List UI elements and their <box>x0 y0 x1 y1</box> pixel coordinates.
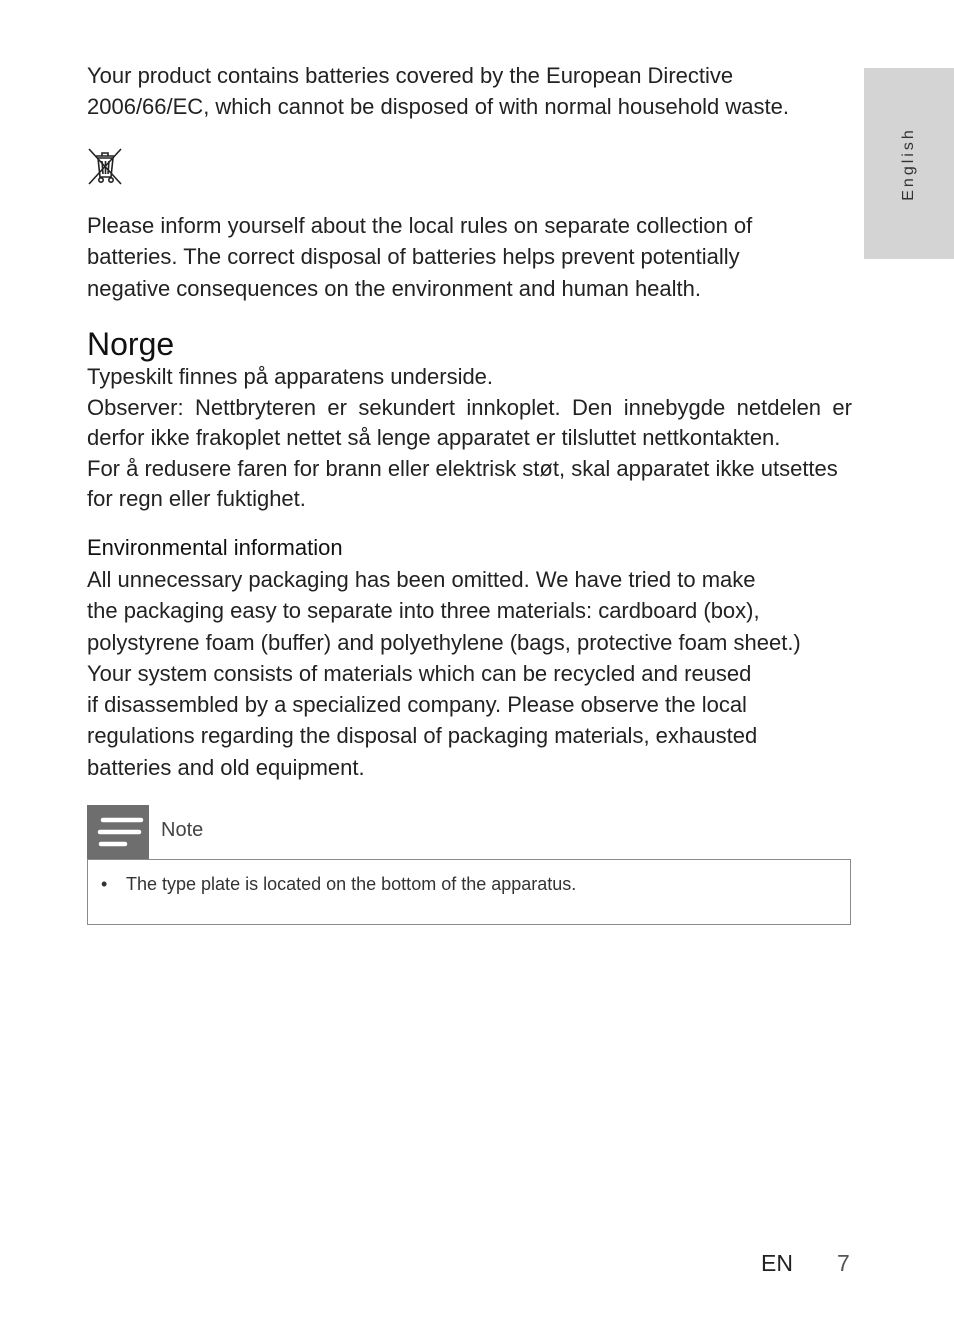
page-number: 7 <box>837 1250 850 1276</box>
paragraph-line: regulations regarding the disposal of packaging materials, exhausted <box>87 723 758 749</box>
paragraph-line: Your system consists of materials which can be recycled and reused <box>87 660 752 686</box>
note-item-text: The type plate is located on the bottom of the apparatus. <box>126 874 577 894</box>
paragraph-line: Please inform yourself about the local rules on separate collection of <box>87 213 753 238</box>
environmental-heading: Environmental information <box>87 535 343 560</box>
paragraph-line: batteries and old equipment. <box>87 754 365 780</box>
paragraph-line: if disassembled by a specialized company. Please observe the local <box>87 692 747 718</box>
note-list-item <box>101 874 576 895</box>
crossed-out-wheelie-bin-icon <box>86 146 124 186</box>
paragraph-line: Typeskilt finnes på apparatens underside. <box>87 364 494 389</box>
note-label: Note <box>161 819 204 841</box>
language-tab <box>864 68 954 259</box>
paragraph-line: 2006/66/EC, which cannot be disposed of with normal household waste. <box>87 94 789 120</box>
battery-rules-paragraph <box>87 210 852 304</box>
paragraph-line: All unnecessary packaging has been omitted. We have tried to make <box>87 567 756 592</box>
battery-directive-paragraph <box>87 60 852 123</box>
paragraph-line: negative consequences on the environment and human health. <box>87 275 701 301</box>
paragraph-line: batteries. The correct disposal of batteries helps prevent potentially <box>87 244 740 270</box>
paragraph-line: Observer: Nettbryteren er sekundert innkoplet. Den innebygde netdelen er <box>87 394 852 420</box>
paragraph-line: polystyrene foam (buffer) and polyethylene (bags, protective foam sheet.) <box>87 629 801 655</box>
environmental-paragraph <box>87 564 852 783</box>
paragraph-line: For å redusere faren for brann eller elektrisk støt, skal apparatet ikke utsettes <box>87 455 838 481</box>
footer-language-code: EN <box>761 1250 793 1276</box>
bullet: • <box>101 874 108 894</box>
paragraph-line: the packaging easy to separate into three materials: cardboard (box), <box>87 598 760 624</box>
norge-heading: Norge <box>87 326 175 362</box>
paragraph-line: derfor ikke frakoplet nettet så lenge apparatet er tilsluttet nettkontakten. <box>87 425 781 450</box>
language-tab-label: English <box>900 127 917 201</box>
note-icon <box>87 805 149 860</box>
paragraph-line: Your product contains batteries covered by the European Directive <box>87 63 734 88</box>
norge-paragraph <box>87 362 852 515</box>
paragraph-line: for regn eller fuktighet. <box>87 486 306 511</box>
